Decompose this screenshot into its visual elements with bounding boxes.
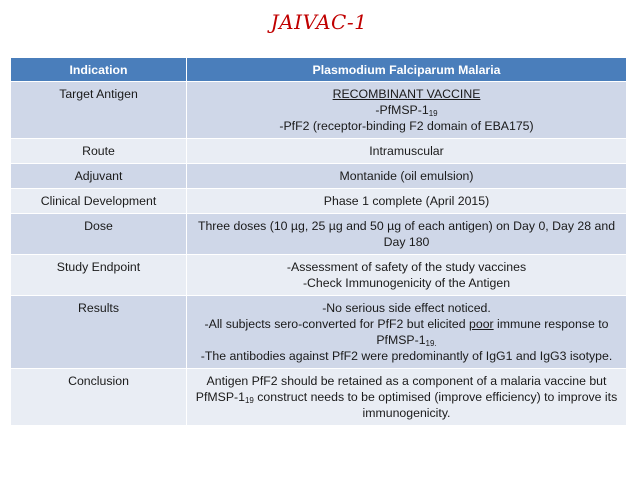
row-value-target-antigen	[187, 82, 627, 139]
table-row-target-antigen	[11, 82, 627, 139]
antigen-pff2-text: -PfF2 (receptor-binding F2 domain of EBA175)	[279, 119, 534, 133]
header-disease: Plasmodium Falciparum Malaria	[187, 58, 627, 82]
vaccine-info-table	[10, 57, 627, 426]
row-value-dose: Three doses (10 µg, 25 µg and 50 µg of each antigen) on Day 0, Day 28 and Day 180	[187, 214, 627, 255]
table-row-conclusion	[11, 369, 627, 426]
result-antibodies-text: -The antibodies against PfF2 were predominantly of IgG1 and IgG3 isotype.	[200, 349, 613, 363]
slide-title: JAIVAC-1	[270, 10, 368, 34]
row-label-results: Results	[11, 296, 187, 369]
table-row-study-endpoint	[11, 255, 627, 296]
endpoint-immunogenicity-text: -Check Immunogenicity of the Antigen	[302, 276, 511, 290]
result-safety-text: -No serious side effect noticed.	[322, 301, 491, 315]
table-row-results	[11, 296, 627, 369]
row-label-dose: Dose	[11, 214, 187, 255]
header-indication: Indication	[11, 58, 187, 82]
row-value-study-endpoint	[187, 255, 627, 296]
table-row-dose	[11, 214, 627, 255]
row-value-clinical-development: Phase 1 complete (April 2015)	[187, 189, 627, 214]
row-value-results	[187, 296, 627, 369]
table-header-row	[11, 58, 627, 82]
endpoint-safety-text: -Assessment of safety of the study vaccines	[286, 260, 527, 274]
table-row-route	[11, 139, 627, 164]
table-row-clinical-development	[11, 189, 627, 214]
row-value-route: Intramuscular	[187, 139, 627, 164]
row-label-target-antigen: Target Antigen	[11, 82, 187, 139]
table-row-adjuvant	[11, 164, 627, 189]
row-label-adjuvant: Adjuvant	[11, 164, 187, 189]
row-label-study-endpoint: Study Endpoint	[11, 255, 187, 296]
row-label-route: Route	[11, 139, 187, 164]
vaccine-type-text: RECOMBINANT VACCINE	[332, 87, 481, 101]
row-label-conclusion: Conclusion	[11, 369, 187, 426]
row-label-clinical-development: Clinical Development	[11, 189, 187, 214]
result-seroconversion-text: -All subjects sero-converted for PfF2 but elicited poor immune response to PfMSP-$1_{19.}$	[204, 317, 609, 348]
antigen-pfmsp-text: $-PfMSP-1_{19}$	[375, 103, 438, 118]
row-value-adjuvant: Montanide (oil emulsion)	[187, 164, 627, 189]
row-value-conclusion: Antigen PfF2 should be retained as a component of a malaria vaccine but PfMSP-$1_{19}$ construct needs to be optimised (improve efficiency) to improve its immunogenicity.	[187, 369, 627, 426]
